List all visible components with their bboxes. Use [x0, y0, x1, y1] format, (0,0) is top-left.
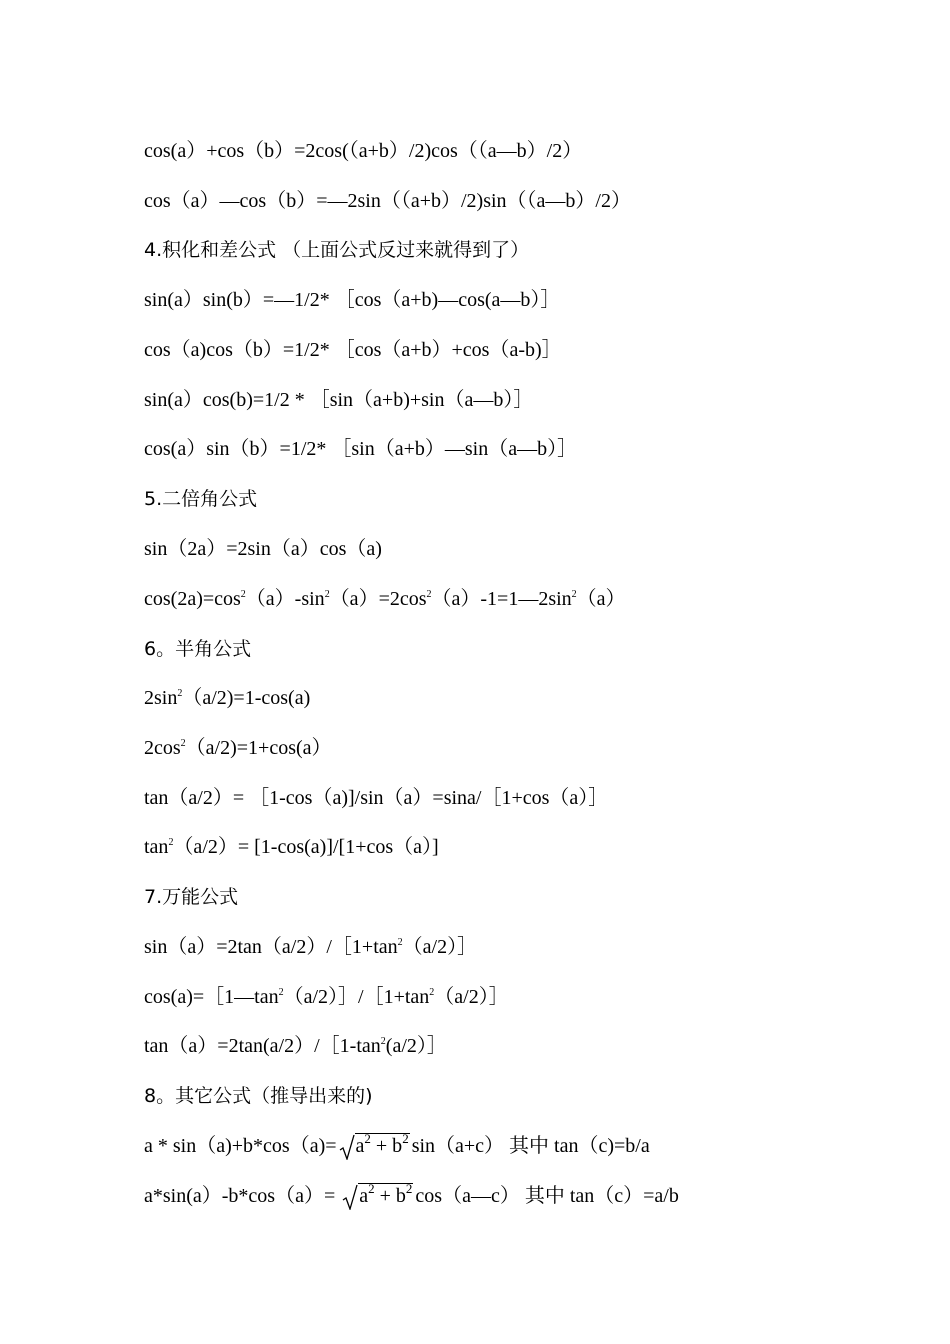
square-root [339, 1131, 410, 1161]
section-heading-universal-formula: 7.万能公式 [144, 886, 239, 908]
formula-half-angle-tan-squared: $\tan^2(a/2)= [1-\cos(a)]/[1+\cos(a)]$ [144, 836, 439, 858]
section-heading-double-angle: 5.二倍角公式 [144, 488, 258, 510]
radicand: $a^2 + b^2$ [355, 1131, 409, 1157]
formula-double-angle-cos: $\cos(2a)=\cos^2(a)-\sin^2(a)=2\cos^2(a)-1=1—2\sin^2(a)$ [144, 588, 626, 610]
formula-sum-to-product-cos-plus: cos(a）+cos（b）=2cos(（a+b）/2)cos（（a—b）/2） [144, 140, 583, 162]
radical-sign-icon [342, 1184, 358, 1210]
section-heading-product-to-sum: 4.积化和差公式 （上面公式反过来就得到了） [144, 239, 530, 261]
formula-half-angle-sin-squared: $2\sin^2(a/2)=1-\cos(a)$ [144, 687, 311, 709]
formula-auxiliary-angle-minus: a*sin(a）-b*cos（a）= $a^2 + b^2$ cos（a—c） 其中 tan（c）=a/b [144, 1181, 679, 1211]
formula-half-angle-tan: tan（a/2）= ［1-cos（a)]/sin（a）=sina/［1+cos（a）］ [144, 787, 609, 809]
section-heading-half-angle: 6。半角公式 [144, 638, 252, 660]
formula-product-sin-sin: sin(a）sin(b）=—1/2* ［cos（a+b)—cos(a—b）］ [144, 289, 561, 311]
formula-product-cos-cos: cos（a)cos（b）=1/2* ［cos（a+b）+cos（a-b)］ [144, 339, 562, 361]
formula-product-cos-sin: cos(a）sin（b）=1/2* ［sin（a+b）—sin（a—b）］ [144, 438, 578, 460]
section-heading-other-formulas: 8。其它公式（推导出来的) [144, 1085, 373, 1107]
formula-double-angle-sin: sin（2a）=2sin（a）cos（a) [144, 538, 382, 560]
formula-universal-sin: $\sin(a)=2\tan(a/2)/[1+\tan^2(a/2)]$ [144, 936, 478, 958]
formula-universal-cos: $\cos(a)=[1—\tan^2(a/2)]/[1+\tan^2(a/2)]$ [144, 986, 509, 1008]
formula-product-sin-cos: sin(a）cos(b)=1/2 * ［sin（a+b)+sin（a—b）］ [144, 389, 534, 411]
formula-half-angle-cos-squared: $2\cos^2(a/2)=1+\cos(a)$ [144, 737, 332, 759]
formula-sum-to-product-cos-minus: cos（a）—cos（b）=—2sin（（a+b）/2)sin（（a—b）/2） [144, 190, 631, 212]
formula-universal-tan: $\tan(a)=2\tan(a/2)/[1-\tan^2(a/2)]$ [144, 1035, 447, 1057]
formula-auxiliary-angle-plus: a * sin（a)+b*cos（a)= $a^2 + b^2$ sin（a+c） 其中 tan（c)=b/a [144, 1131, 650, 1161]
radicand: $a^2 + b^2$ [359, 1181, 413, 1207]
radical-sign-icon [339, 1134, 355, 1160]
square-root [342, 1181, 413, 1211]
